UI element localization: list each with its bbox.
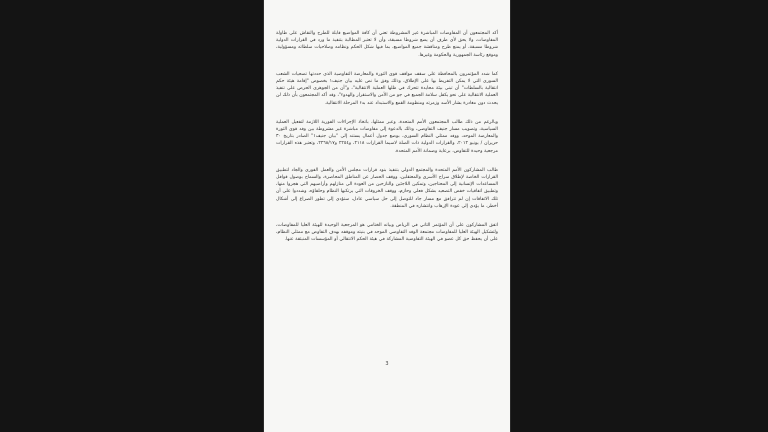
page-right-edge: [510, 0, 511, 432]
paragraph-2: كما شدد المؤتمرون بالمحافظة على سقف مواقف قوى الثورة والمعارضة التفاوضية الذي حددتها تضحيات الشعب السوري التي لا يمكن التفريط بها على الإطلاق، وذلك وفق ما نص عليه بيان جنيف١ بخصوص "إقامة هيئة حكم انتقالية بالسلطات" أن تبنى بيئة محايدة تتحرك في ظلها العملية الانتقالية"، و"أن من الجوهري الحرص على تنفيذ العملية الانتقالية على نحو يكفل سلامة الجميع في جو من الأمن والاستقرار والهدوء"، وقد أكد المجتمعون بأن ذلك لن يحدث دون مغادرة بشار الأسد وزمرته ومنظومة القمع والاستبداد عند بدء المرحلة الانتقالية.: [276, 71, 498, 106]
page-number: 3: [385, 361, 389, 367]
paragraph-4: طالب المشاركون الأمم المتحدة والمجتمع الدولي بتنفيذ بنود قرارات مجلس الأمن والعمل الفوري والجاد لتطبيق القرارات الخاصة لإطلاق سراح الأسرى والمعتقلين، ووقف الحصار عن المناطق المحاصرة، والسماح بوصول قوافل المساعدات الإنسانية إلى المحتاجين، وتمكين اللاجئين والنازحين من العودة الى منازلهم وأراضيهم التي هجروا منها، وتطبيق اتفاقيات خفض التصعيد بشكل فعلي وحازم، ووقف الخروقات التي يرتكبها النظام وحلفاؤه، وشددوا على أن تلك الاتفاقات إن لم تترافق مع مسار جاد للتوصل إلى حل سياسي عادل، ستؤدي إلى تطور الصراع إلى أشكال أخطر، ما يؤدي إلى عودة الإرهاب وانتشاره في المنطقة.: [276, 167, 498, 209]
paragraph-3: وبالرغم من ذلك طالب المجتمعون الأمم المتحدة، وعبر ممثلها، باتخاذ الإجراءات الفورية اللازمة لتفعيل العملية السياسية، وتصويب مسار جنيف التفاوضي، وذلك بالدعوة إلى مفاوضات مباشرة غير مشروطة بين وفد قوى الثورة والمعارضة الموحد، ووفد ممثلي النظام السوري، بوضع جدول أعمال يستند إلى "بيان جنيف١" الصادر بتاريخ ٣٠ حزيران / يونيو ٢٠١٢، والقرارات الدولية ذات الصلة لاسيما القرارات ٢١١٨، و٢٢٥٤ و٢٢٦٨/١٧، وتعتبر هذه القرارات مرجعية وحيدة للتفاوض، برعاية وضمانة الأمم المتحدة.: [276, 119, 498, 154]
paragraph-5: اتفق المشاركون على أن المؤتمر الثاني في الرياض وبيانه الختامي هو المرجعية الوحيدة للهيئة العليا للمفاوضات، ولتشكيل الهيئة العليا للمفاوضات مجتمعة الوفد التفاوضي الموحد في بنيته وموقفه بهدف التفاوض مع ممثلي النظام، على أن يحفظ حق كل عضو في الهيئة التفاوضية المشاركة في هيئة الحكم الانتقالي أو المؤسسات المنبثقة عنها.: [276, 223, 498, 243]
document-page: [264, 0, 510, 432]
paragraph-1: أكد المجتمعون أن المفاوضات المباشرة غير المشروطة تعني أن كافة المواضيع قابلة للطرح والنقاش على طاولة المفاوضات، ولا يحق لأي طرف أن يضع شروطا مسبقة، وأن لا تعتبر المطالبة بتنفيذ ما ورد في القرارات الدولية شروطا مسبقة، أو يمنع طرح ومناقشة جميع المواضيع، بما فيها شكل الحكم ونظامه وصلاحيات سلطاته ومسؤولية، وموقع رئاسة الجمهورية والحكومة وغيرها.: [276, 31, 498, 58]
